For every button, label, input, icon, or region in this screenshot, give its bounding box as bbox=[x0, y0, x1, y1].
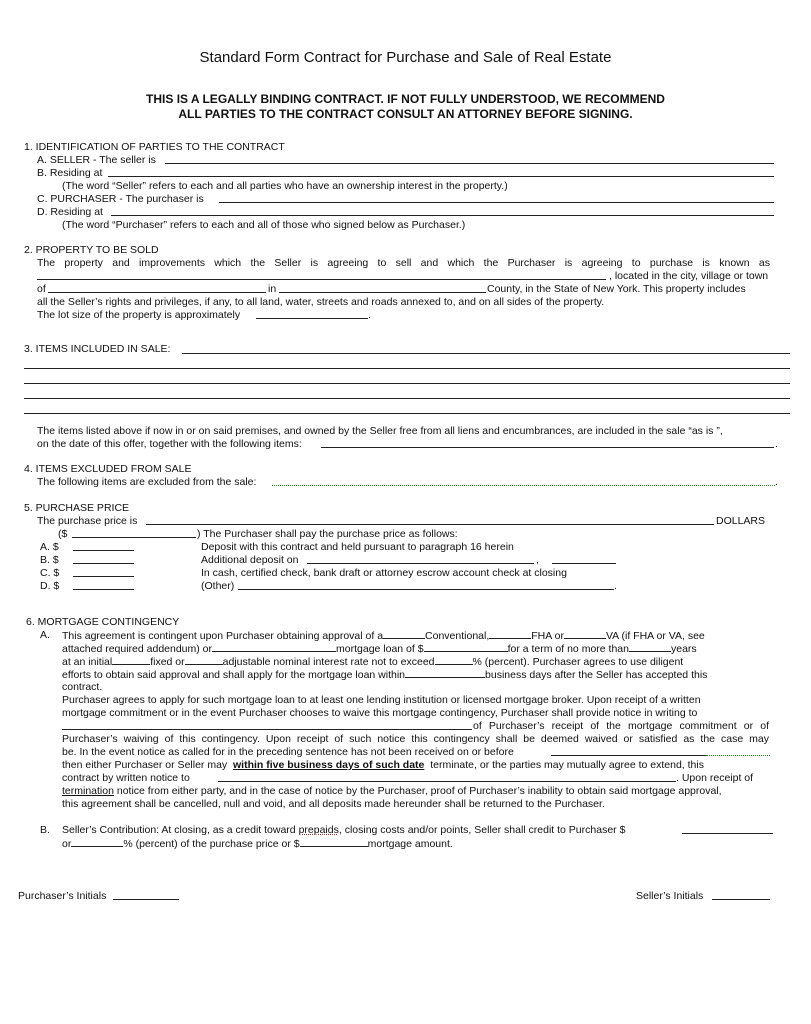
of-label: of bbox=[37, 283, 46, 295]
period: . bbox=[775, 476, 778, 488]
payment-letter-d: D. $ bbox=[40, 580, 60, 592]
va-field[interactable] bbox=[564, 629, 606, 639]
contribution-line-end: , closing costs and/or points, Seller shall credit to Purchaser $ bbox=[338, 824, 626, 836]
lot-size-label: The lot size of the property is approximately bbox=[37, 309, 241, 321]
page-title: Standard Form Contract for Purchase and Sale of Real Estate bbox=[199, 49, 612, 66]
other-payment-field[interactable] bbox=[238, 589, 614, 590]
commitment-line-5: be. In the event notice as called for in the preceding sentence has not been received on or before bbox=[62, 746, 514, 758]
fha-label: FHA or bbox=[531, 630, 564, 642]
commitment-deadline-field-end[interactable] bbox=[706, 755, 770, 756]
rate-line-end: % (percent). Purchaser agrees to use diligent bbox=[472, 656, 684, 668]
commitment-line-1: Purchaser agrees to apply for such mortgage loan to at least one lending institution or licensed mortgage broker. Upon receipt of a written bbox=[62, 694, 701, 706]
apply-within-label: efforts to obtain said approval and shall apply for the mortgage loan within bbox=[62, 669, 406, 681]
payment-text-d: (Other) bbox=[201, 580, 235, 592]
contribution-mortgage-field[interactable] bbox=[300, 837, 368, 847]
payment-text-a: Deposit with this contract and held pursuant to paragraph 16 herein bbox=[201, 541, 514, 553]
seller-residence-field[interactable] bbox=[108, 176, 774, 177]
apply-days-field[interactable] bbox=[405, 668, 485, 678]
va-label: VA (if FHA or VA, see bbox=[605, 630, 705, 642]
five-business-days-text: within five business days of such date bbox=[233, 759, 425, 771]
commitment-line-4: Purchaser’s waiving of this contingency. Upon receipt of such notice this contingency shall be deemed waived or satisfied as the case may bbox=[62, 733, 769, 745]
commitment-line-8 bbox=[62, 785, 722, 797]
payment-letter-c: C. $ bbox=[40, 567, 60, 579]
section-2-heading: 2. PROPERTY TO BE SOLD bbox=[24, 244, 159, 256]
payment-intro: ) The Purchaser shall pay the purchase price as follows: bbox=[197, 528, 458, 540]
termination-line-end: terminate, or the parties may mutually agree to extend, this bbox=[430, 759, 704, 771]
included-paragraph-1: The items listed above if now in or on said premises, and owned by the Seller free from all liens and encumbrances, are included in the sale “as is ”, bbox=[37, 425, 723, 437]
contribution-amount-field[interactable] bbox=[682, 833, 773, 834]
comma: , bbox=[536, 554, 539, 566]
termination-intro: then either Purchaser or Seller may bbox=[62, 759, 228, 771]
mortgage-line-2 bbox=[62, 642, 697, 655]
written-notice-line-end: . Upon receipt of bbox=[676, 772, 754, 784]
mortgage-line-4 bbox=[62, 668, 707, 681]
payment-amount-b[interactable] bbox=[73, 563, 134, 564]
property-line-2-end: , located in the city, village or town bbox=[609, 270, 769, 282]
fha-field[interactable] bbox=[489, 629, 531, 639]
purchaser-definition-note: (The word “Purchaser” refers to each and all of those who signed below as Purchaser.) bbox=[62, 219, 466, 231]
included-items-line-1[interactable] bbox=[182, 353, 790, 354]
section-1-heading: 1. IDENTIFICATION OF PARTIES TO THE CONTRACT bbox=[24, 141, 285, 153]
section-3-heading: 3. ITEMS INCLUDED IN SALE: bbox=[24, 343, 171, 355]
conventional-label: Conventional, bbox=[425, 630, 490, 642]
section-6-heading: 6. MORTGAGE CONTINGENCY bbox=[26, 616, 180, 628]
notice-recipient-field[interactable] bbox=[62, 729, 472, 730]
seller-contribution-line-1 bbox=[62, 824, 625, 836]
county-field[interactable] bbox=[279, 292, 486, 293]
initial-label: at an initial bbox=[62, 656, 113, 668]
term-label: for a term of no more than bbox=[507, 643, 629, 655]
mortgage-line-2-text: attached required addendum) or bbox=[62, 643, 213, 655]
prepaids-word: prepaids bbox=[298, 824, 339, 836]
warning-line-2: ALL PARTIES TO THE CONTRACT CONSULT AN ATTORNEY BEFORE SIGNING. bbox=[178, 107, 633, 121]
excluded-label: The following items are excluded from the sale: bbox=[37, 476, 257, 488]
percent-label: % (percent) of the purchase price or $ bbox=[123, 838, 300, 850]
loan-amount-label: mortgage loan of $ bbox=[336, 643, 424, 655]
section-4-heading: 4. ITEMS EXCLUDED FROM SALE bbox=[24, 463, 192, 475]
additional-deposit-extra-field[interactable] bbox=[552, 563, 616, 564]
rate-label: adjustable nominal interest rate not to exceed bbox=[222, 656, 435, 668]
payment-amount-d[interactable] bbox=[73, 589, 134, 590]
conventional-field[interactable] bbox=[383, 629, 425, 639]
property-line-3-end: County, in the State of New York. This property includes bbox=[487, 283, 746, 295]
rate-field[interactable] bbox=[435, 655, 473, 665]
termination-word: termination bbox=[62, 785, 114, 797]
seller-name-field[interactable] bbox=[165, 163, 774, 164]
period: . bbox=[775, 438, 778, 450]
payment-amount-a[interactable] bbox=[73, 550, 134, 551]
subsection-b-letter: B. bbox=[40, 824, 50, 836]
section-5-heading: 5. PURCHASE PRICE bbox=[24, 502, 130, 514]
purchase-price-amount-field[interactable] bbox=[72, 537, 196, 538]
excluded-items-field[interactable] bbox=[272, 485, 775, 486]
mortgage-amount-label: mortgage amount. bbox=[367, 838, 453, 850]
years-label: years bbox=[670, 643, 697, 655]
warning-line-1: THIS IS A LEGALLY BINDING CONTRACT. IF NOT FULLY UNDERSTOOD, WE RECOMMEND bbox=[146, 92, 665, 106]
seller-initials-field[interactable] bbox=[712, 899, 770, 900]
apply-line-end: business days after the Seller has accepted this bbox=[485, 669, 708, 681]
purchaser-initials-label: Purchaser’s Initials bbox=[18, 890, 107, 902]
written-notice-recipient-field[interactable] bbox=[218, 781, 676, 782]
term-field[interactable] bbox=[629, 642, 671, 652]
payment-letter-b: B. $ bbox=[40, 554, 59, 566]
in-label: in bbox=[268, 283, 277, 295]
payment-letter-a: A. $ bbox=[40, 541, 59, 553]
commitment-line-3: of Purchaser’s receipt of the mortgage commitment or of bbox=[473, 720, 769, 732]
commitment-line-6 bbox=[62, 759, 704, 771]
purchaser-name-field[interactable] bbox=[219, 202, 774, 203]
included-items-line-2[interactable] bbox=[24, 368, 790, 369]
seller-initials-label: Seller’s Initials bbox=[636, 890, 704, 902]
seller-contribution-line-2 bbox=[62, 837, 453, 850]
additional-included-items-field[interactable] bbox=[321, 447, 774, 448]
included-items-line-3[interactable] bbox=[24, 383, 790, 384]
purchaser-initials-field[interactable] bbox=[113, 899, 179, 900]
property-line-1: The property and improvements which the Seller is agreeing to sell and which the Purchaser is agreeing to purchase is known as bbox=[37, 257, 770, 269]
seller-definition-note: (The word “Seller” refers to each and all parties who have an ownership interest in the property.) bbox=[62, 180, 508, 192]
commitment-line-2: mortgage commitment or in the event Purchaser chooses to waive this mortgage contingency, Purchaser shall provide notice in writing to bbox=[62, 707, 698, 719]
dollars-label: DOLLARS bbox=[716, 515, 766, 527]
fixed-field[interactable] bbox=[112, 655, 150, 665]
payment-amount-c[interactable] bbox=[73, 576, 134, 577]
mortgage-line-3 bbox=[62, 655, 683, 668]
seller-residence-label: B. Residing at bbox=[37, 167, 103, 179]
period: . bbox=[614, 580, 617, 592]
contribution-percent-field[interactable] bbox=[71, 837, 123, 847]
additional-deposit-date-field[interactable] bbox=[307, 563, 534, 564]
mortgage-type-field[interactable] bbox=[212, 642, 336, 652]
included-items-line-4[interactable] bbox=[24, 398, 790, 399]
purchaser-label: C. PURCHASER - The purchaser is bbox=[37, 193, 204, 205]
property-address-field[interactable] bbox=[37, 279, 606, 280]
purchase-price-label: The purchase price is bbox=[37, 515, 138, 527]
period: . bbox=[368, 309, 371, 321]
included-items-line-5[interactable] bbox=[24, 413, 790, 414]
contribution-intro: Seller’s Contribution: At closing, as a credit toward bbox=[62, 824, 296, 836]
mortgage-line-1 bbox=[62, 629, 705, 642]
town-field[interactable] bbox=[48, 292, 266, 293]
fixed-label: fixed or bbox=[150, 656, 185, 668]
loan-amount-field[interactable] bbox=[424, 642, 508, 652]
or-label: or bbox=[62, 838, 72, 850]
mortgage-line-5: contract. bbox=[62, 681, 103, 693]
commitment-line-9: this agreement shall be cancelled, null and void, and all deposits made hereunder shall be returned to the Purchaser. bbox=[62, 798, 605, 810]
payment-text-b: Additional deposit on bbox=[201, 554, 299, 566]
adjustable-field[interactable] bbox=[185, 655, 223, 665]
payment-text-c: In cash, certified check, bank draft or attorney escrow account check at closing bbox=[201, 567, 567, 579]
purchase-price-words-field[interactable] bbox=[146, 524, 714, 525]
property-line-4: all the Seller’s rights and privileges, if any, to all land, water, streets and roads annexed to, and on all sides of the property. bbox=[37, 296, 605, 308]
paren-open: ($ bbox=[58, 528, 68, 540]
lot-size-field[interactable] bbox=[256, 318, 368, 319]
seller-label: A. SELLER - The seller is bbox=[37, 154, 156, 166]
commitment-line-8-text: notice from either party, and in the case of notice by the Purchaser, proof of Purchaser’s inability to obtain said mortgage approval, bbox=[116, 785, 722, 797]
purchaser-residence-field[interactable] bbox=[111, 215, 774, 216]
included-paragraph-2: on the date of this offer, together with the following items: bbox=[37, 438, 302, 450]
written-notice-label: contract by written notice to bbox=[62, 772, 190, 784]
mortgage-line-1-text: This agreement is contingent upon Purchaser obtaining approval of a bbox=[62, 630, 384, 642]
purchaser-residence-label: D. Residing at bbox=[37, 206, 103, 218]
subsection-a-letter: A. bbox=[40, 629, 50, 641]
commitment-deadline-field[interactable] bbox=[551, 755, 706, 756]
